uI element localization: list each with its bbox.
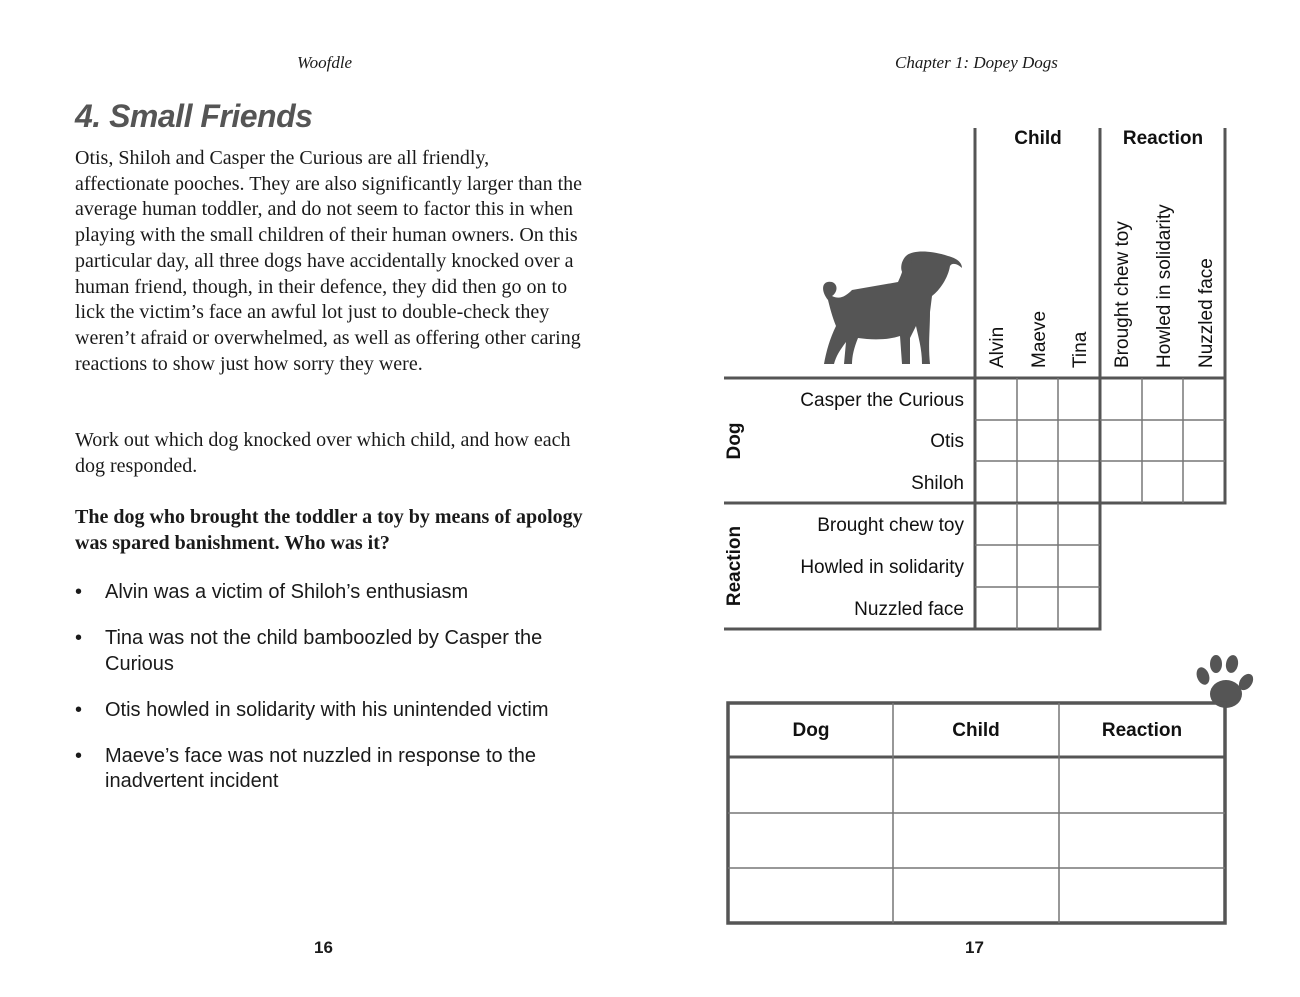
dog-silhouette-icon [823,252,962,365]
bullet: • [75,698,83,721]
bullet: • [75,627,83,649]
instruction-paragraph: Work out which dog knocked over which child, and how each dog responded. [75,429,571,477]
bullet: • [75,744,83,767]
clue-text: Alvin was a victim of Shiloh’s enthusiasm [105,581,469,603]
row-label-howled: Howled in solidarity [800,557,964,578]
col-label-tina: Tina [1070,331,1091,368]
clue-text: Tina was not the child bamboozled by Casper the Curious [105,627,543,675]
grid-block-dog-child [975,378,1100,503]
answer-header-child: Child [952,720,1000,741]
row-group-dog: Dog [724,422,745,460]
page-number-left: 16 [314,938,333,957]
intro-paragraph: Otis, Shiloh and Casper the Curious are all friendly, affectionate pooches. They are also significantly larger than the average human toddler, and do not seem to factor this in when playing with the small children of their human owners. On this particular day, all three dogs have accidentally knocked over a human friend, though, in their defence, they did then go on to lick the victim’s face an awful lot just to double-check they weren’t afraid or overwhelmed, as well as offering other caring reactions to show just how sorry they were. [75,147,583,375]
question-paragraph: The dog who brought the toddler a toy by means of apology was spared banishment. Who was it? [75,506,583,554]
bullet: • [75,581,83,603]
row-label-otis: Otis [930,431,964,452]
clue-text: Otis howled in solidarity with his unintended victim [105,698,549,721]
col-group-reaction: Reaction [1122,128,1204,149]
row-label-casper: Casper the Curious [800,390,964,411]
col-label-nuzzled-face: Nuzzled face [1196,258,1217,368]
answer-header-reaction: Reaction [1101,720,1183,741]
page-number-right: 17 [965,938,984,957]
running-head-left: Woofdle [297,53,353,72]
col-label-brought-chew-toy: Brought chew toy [1112,221,1133,368]
puzzle-title: 4. Small Friends [75,98,313,134]
col-label-maeve: Maeve [1029,310,1050,368]
clue-text: Maeve’s face was not nuzzled in response to the inadvertent incident [105,744,536,792]
paw-print-icon [1194,654,1256,708]
col-label-howled: Howled in solidarity [1154,204,1175,368]
row-group-reaction: Reaction [724,525,745,607]
grid-block-reaction-child [975,503,1100,629]
grid-block-dog-reaction [1100,378,1225,503]
answer-table [728,703,1225,923]
row-label-shiloh: Shiloh [911,473,964,494]
row-label-brought-chew-toy: Brought chew toy [817,515,964,536]
row-label-nuzzled-face: Nuzzled face [854,599,964,620]
col-label-alvin: Alvin [987,326,1008,368]
answer-header-dog: Dog [792,720,830,741]
col-group-child: Child [1014,128,1062,149]
running-head-right: Chapter 1: Dopey Dogs [895,53,1058,72]
